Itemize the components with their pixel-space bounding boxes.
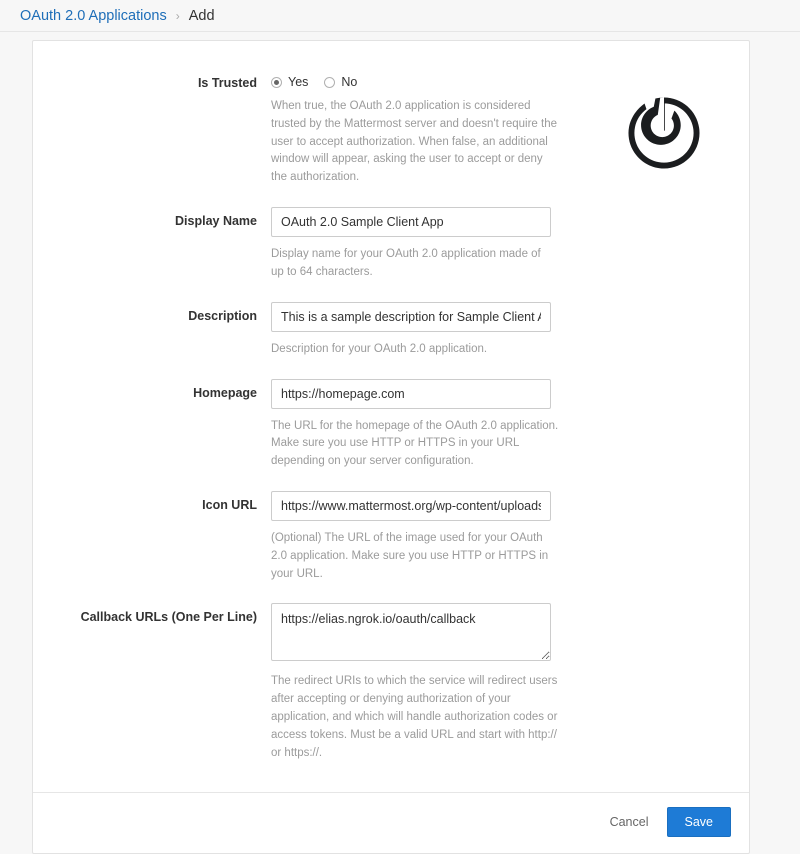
homepage-input[interactable]: [271, 379, 551, 409]
field-row-icon-url: [33, 491, 749, 599]
radio-selected-icon: [271, 77, 282, 88]
radio-is-trusted-no[interactable]: [324, 75, 357, 89]
breadcrumb: [0, 0, 800, 32]
form-footer: [33, 792, 749, 853]
field-row-display-name: [33, 207, 749, 298]
icon-url-input[interactable]: [271, 491, 551, 521]
save-button[interactable]: Save: [667, 807, 732, 837]
radio-unselected-icon: [324, 77, 335, 88]
breadcrumb-separator-icon: ›: [175, 8, 180, 23]
display-name-label: Display Name: [175, 214, 257, 229]
description-input[interactable]: [271, 302, 551, 332]
radio-label-no: No: [341, 75, 358, 89]
oauth-app-form-card: [32, 40, 750, 854]
callback-urls-label: Callback URLs (One Per Line): [80, 610, 257, 625]
radio-is-trusted-yes[interactable]: [271, 75, 308, 89]
field-row-homepage: [33, 379, 749, 487]
icon-url-help-text: (Optional) The URL of the image used for your OAuth 2.0 application. Make sure you use HTTP or HTTPS in your URL.: [271, 531, 549, 580]
callback-urls-textarea[interactable]: [271, 603, 551, 661]
is-trusted-radio-group[interactable]: [271, 69, 691, 89]
field-row-callback-urls: [33, 603, 749, 778]
homepage-label: Homepage: [193, 385, 257, 400]
is-trusted-help-text: When true, the OAuth 2.0 application is considered trusted by the Mattermost server and doesn't require the user to accept authorization. When false, an additional window will appear, asking the user to accept or deny the authorization.: [271, 100, 558, 184]
callback-urls-help-text: The redirect URIs to which the service will redirect users after accepting or denying authorization of your application, and which will handle authorization codes or access tokens. Must be a valid URL and start with http:// or https://.: [271, 675, 558, 759]
radio-label-yes: Yes: [288, 75, 309, 89]
homepage-help-text: The URL for the homepage of the OAuth 2.0 application. Make sure you use HTTP or HTTPS in your URL depending on your server configuration.: [271, 419, 559, 468]
is-trusted-label: Is Trusted: [197, 76, 257, 90]
field-row-description: [33, 302, 749, 375]
mattermost-logo-icon: [627, 96, 701, 170]
cancel-button[interactable]: Cancel: [602, 809, 657, 835]
display-name-help-text: Display name for your OAuth 2.0 application made of up to 64 characters.: [271, 248, 541, 278]
description-label: Description: [188, 308, 257, 323]
breadcrumb-link-oauth-applications[interactable]: OAuth 2.0 Applications: [20, 7, 167, 24]
description-help-text: Description for your OAuth 2.0 application.: [271, 342, 488, 355]
display-name-input[interactable]: [271, 207, 551, 237]
breadcrumb-current-add: Add: [188, 7, 215, 24]
content-area: [0, 32, 800, 854]
icon-url-label: Icon URL: [202, 497, 257, 512]
